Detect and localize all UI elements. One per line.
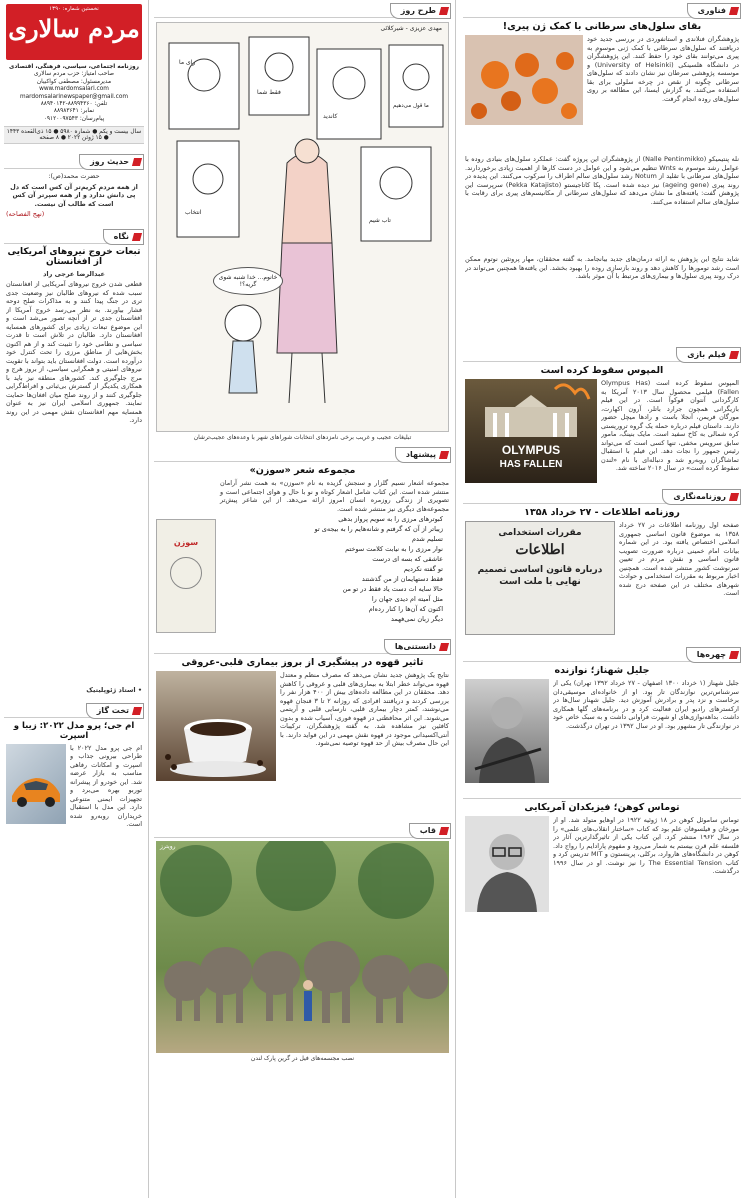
qab-tag: قاب (409, 823, 451, 839)
car-image (6, 744, 66, 824)
elephants-icon (156, 841, 449, 1053)
musician-portrait-icon (465, 679, 549, 783)
info-line: www.mardomsalari.com (39, 86, 109, 93)
cartoon-drawing (157, 23, 449, 429)
film-body: المپوس سقوط کرده است (Olympus Has Fallen) فیلمی محصول سال ۲۰۱۳ آمریکا به کارگردانی آنتوان فوکوآ است. در این فیلم بازیگرانی همچون جرارد باتلر، آرون اکهارت، مورگان فریمن، آنجلا باست و رادها میچل حضور دارند. داستان فیلم درباره حمله یک گروه تروریستی کره شمالی به کاخ سفید است. مایک بنینگ، مامور سابق سرویس مخفی، تنها کسی است که می‌تواند رئیس جمهور را نجات دهد. این فیلم با استقبال تماشاگران روبه‌رو شد و دنباله‌ای با نام «لندن سقوط کرده است» در سال ۲۰۱۶ ساخته شد. (601, 379, 739, 472)
negah-body: قطعی شدن خروج نیروهای آمریکایی از افغانستان سبب شده که نیروهای طالبان نیز وضعیت جدی تری در جنگ پیدا کنند و به مذاکرات صلح دوحه فشار بیاورند. به نظر می‌رسد خروج آمریکا از افغانستان جدی تر از آنچه تصور می‌شد است و این موضوع تبعات زیادی برای کشورهای همسایه افغانستان دارد. طالبان در تلاش است تا قدرت سیاسی و نظامی خود را تثبیت کند و از هم اکنون بخش‌هایی از مناطق مرزی را تحت کنترل خود درآورده است. دولت افغانستان باید بتواند با تقویت نیروهای امنیتی و همگرایی سیاسی، از بروز هرج و مرج جلوگیری کند. کشورهای منطقه نیز باید با همکاری یکدیگر از گسترش بی‌ثباتی و افراط‌گرایی جلوگیری کنند و از روند صلح میان افغان‌ها حمایت نمایند. جمهوری اسلامی ایران نیز به عنوان همسایه مهم افغانستان نقش مهمی در این روند دارد. (6, 280, 142, 425)
hadith-source: (نهج الفصاحه) (6, 210, 45, 219)
poster-title-2: HAS FALLEN (499, 459, 563, 470)
poem-line: حالا سایه ات دست یاد فقط در تو من (342, 585, 443, 593)
hadith-header (4, 154, 144, 169)
info-line: نمابر: ۸۸۹۸۳۶۴۱ (53, 108, 95, 115)
fanavari-tag: فناوری (687, 3, 741, 19)
poem-line: نوار مرزی را به نیابت کلامت سوختم (345, 545, 443, 553)
car-icon (6, 744, 66, 824)
masthead-title: مردم سالاری (8, 14, 140, 43)
pishnahad-body: مجموعه اشعار نسیم گلزار و سنجش گزیده به نام «سوزن» به همت نشر آرامان منتشر شده است. این کتاب شامل اشعار کوتاه و نو با حال و هوای اجتماعی است و تصویری از زندگی روزمره انسان امروز ارائه می‌دهد. از این شاعر پیش‌تر مجموعه‌های دیگری نیز منتشر شده است. (220, 479, 449, 513)
poem-line: تو گفته نکردیم (403, 565, 443, 573)
info-line: پیام‌رسان: ۰۹۱۲۰۰۹۷۵۴۳ (43, 115, 105, 122)
film-poster (465, 379, 597, 483)
info-line: تلفن: ۸۸۹۹۴۳۶۰-۸۸۹۴۰۱۴۲ (40, 101, 108, 108)
poem-line: عاشقی که بسه ای درست (372, 555, 443, 563)
qab-caption: نصب مجسمه‌های فیل در گرین پارک لندن (250, 1055, 355, 1062)
fanavari-body2: نله پنتیمیکو (Nalle Pentinmikko) از پژوهشگران این پروژه گفت: عملکرد سلول‌های بنیادی روده با عوامل رشد موسوم به Wnts تنظیم می‌شود و این عوامل در دست کارها از اهمیت زیادی برخوردارند. سلول‌های سرطانی با تقلید از Notum رشد سلول‌های سالم اطراف را سرکوب می‌کنند. این پدیده در روند پیری (ageing gene) نیز دیده شده است. پکا کاتاجیستو (Pekka Katajisto) سرپرست این پژوهش گفت: یافته‌های ما نشان می‌دهد که سلول‌های سرطانی از مکانیسم‌های پیری برای رقابت با سلول‌های سالم استفاده می‌کنند. (465, 155, 739, 206)
film-header (463, 347, 741, 362)
elephant-photo (156, 841, 449, 1053)
chehreha-p2-title: توماس کوهن؛ فیزیکدان آمریکایی (524, 802, 680, 813)
roozname-tag: روزنامه‌نگاری (662, 489, 741, 505)
book-emblem-icon (170, 557, 202, 589)
film-tag: فیلم بازی (676, 347, 741, 363)
masthead-info (6, 64, 142, 123)
danestaniha-body: نتایج یک پژوهش جدید نشان می‌دهد که مصرف منظم و معتدل قهوه می‌تواند خطر ابتلا به بیماری‌های قلبی و عروقی را کاهش دهد. محققان در این مطالعه داده‌های بیش از ۴۰۰ هزار نفر را بررسی کردند و دریافتند افرادی که روزانه ۲ تا ۳ فنجان قهوه می‌نوشند، کمتر دچار بیماری قلبی، نارسایی قلبی و آریتمی می‌شوند. این اثر محافظتی در قهوه فوری، آسیاب شده و بدون کافئین نیز مشاهده شد. به گفته پژوهشگران، ترکیبات آنتی‌اکسیدانی موجود در قهوه نقش مهمی در این فواید دارند. با این حال مصرف بیش از حد قهوه توصیه نمی‌شود. (280, 671, 449, 747)
fanavari-header (463, 3, 741, 18)
chehreha-p2-body: توماس ساموئل کوهن در ۱۸ ژوئیه ۱۹۲۲ در اوهایو متولد شد. او از مورخان و فیلسوفان علم بود که کتاب «ساختار انقلاب‌های علمی» را در سال ۱۹۶۲ منتشر کرد. این کتاب یکی از تاثیرگذارترین آثار در فلسفه علم قرن بیستم به شمار می‌رود و مفهوم پارادایم را رواج داد. کوهن در دانشگاه‌های هاروارد، برکلی، پرینستون و MIT تدریس کرد و کتاب The Essential Tension را نیز نوشت. او در سال ۱۹۹۶ درگذشت. (553, 816, 739, 875)
danestaniha-title: تاثیر قهوه در پیشگیری از بروز بیماری قلبی-عروقی (181, 657, 424, 668)
cartoon-artist: مهدی عزیزی - شیرکلائی (380, 25, 442, 32)
masthead (6, 4, 142, 60)
poem-line: دیگر زبان نمی‌فهمد (391, 615, 443, 623)
cancer-cells-icon (465, 35, 583, 125)
takhtegaz-body: ام جی پرو مدل ۲۰۲۲ با طراحی بیرونی جذاب و اسپرت و امکانات رفاهی مناسب به بازار عرضه شد. این خودرو از پیشرانه توربو بهره می‌برد و تجهیزات ایمنی متنوعی دارد. این مدل با استقبال خریداران روبه‌رو شده است. (70, 743, 142, 829)
kuhn-photo (465, 816, 549, 912)
hadith-text: از همه مردم کریم‌تر آن کس است که دل پی دانش ندارد و از همه سپرتر آن کس است که طالب آن نیست. (10, 182, 138, 208)
fanavari-body1: پژوهشگران فنلاندی و استانفوردی در بررسی جدید خود دریافتند که سلول‌های سرطانی با کمک ژنی موسوم به پیری می‌توانند بقای خود را حفظ کنند. این پژوهشگران در دانشگاه هلسینکی (University of Helsinki) و موسسه پژوهشی سرطان نیز نشان دادند که سلول‌های سرطانی چگونه از نقص در چرخه سلولی برای بقا استفاده می‌کنند. به گزارش ایسنا، این مطالعه بر روی سلول‌های روده انجام گرفت. (587, 35, 739, 103)
chehreha-p1-title: جلیل شهناز؛ نوازنده (554, 665, 650, 676)
paper-headline-2: اطلاعات (515, 542, 565, 558)
info-line: صاحب امتیاز: حزب مردم سالاری (33, 71, 115, 78)
negah-header (4, 229, 144, 244)
hadith-author: حضرت محمد(ص): (48, 172, 100, 181)
info-line: mardomsalarinewspaper@gmail.com (19, 93, 129, 100)
roozname-body: صفحه اول روزنامه اطلاعات در ۲۷ خرداد ۱۳۵۸ به موضوع قانون اساسی جمهوری اسلامی اختصاص یافته بود. در این شماره بیانات امام خمینی درباره ضرورت تصویب قانون اساسی و نقش مردم در تعیین سرنوشت کشور منتشر شده است. همچنین اخبار مربوط به مقررات استخدامی و حوادث شهرهای مختلف در این صفحه درج شده است. (619, 521, 739, 597)
chehreha-tag: چهره‌ها (686, 647, 741, 663)
shahnaz-photo (465, 679, 549, 783)
poster-text: تاب شیم (369, 217, 391, 224)
chehreha-header (463, 647, 741, 662)
date-line: سال بیست و یکم ● شماره ۵۹۸۰ ● ۱۵ ذی‌القعده ۱۴۴۳ ● ۱۵ ژوئن ۲۰۲۲ ● ۸ صفحه (4, 126, 144, 144)
old-newspaper-image (465, 521, 615, 635)
fanavari-title: بقای سلول‌های سرطانی با کمک ژن پیری! (502, 21, 702, 32)
right-column (459, 0, 745, 1198)
negah-title: تبعات خروج نیروهای آمریکایی از افغانستان (7, 246, 141, 267)
qab-header (154, 823, 451, 838)
roozname-header (463, 489, 741, 504)
negah-tag: نگاه (103, 229, 144, 245)
poster-text: رای ما (179, 59, 196, 66)
poster-title-1: OLYMPUS (501, 443, 561, 457)
coffee-cup-icon (156, 671, 276, 781)
pishnahad-tag: پیشنهاد (395, 447, 451, 463)
fanavari-body3: شاید نتایج این پژوهش به ارائه درمان‌های جدید بیانجامد. به گفته محققان، مهار پروتئین نوتوم ممکن است رشد تومورها را کاهش دهد و روند بازسازی روده را بهبود بخشد. این یافته‌ها همچنین می‌تواند در درک روند پیری سلول‌ها و بیماری‌های مرتبط با آن موثر باشد. (465, 255, 739, 280)
pishnahad-title: مجموعه شعر «سوزن» (249, 465, 356, 476)
danestaniha-tag: دانستنی‌ها (384, 639, 451, 655)
poem-line: فقط دستهایمان از من گذشتند (361, 575, 443, 583)
takhtegaz-tag: تخت گاز (86, 703, 144, 719)
paper-headline-3: درباره قانون اساسی تصمیم نهایی با ملت است (477, 565, 603, 587)
poem-line: اکنون که آن‌ها را کنار رده‌ام (368, 605, 443, 613)
masthead-subtitle: نخستین شماره: ۱۳۹۰ (49, 6, 99, 12)
roozname-title: روزنامه اطلاعات - ۲۷ خرداد ۱۳۵۸ (524, 507, 680, 518)
film-title: المپوس سقوط کرده است (540, 365, 664, 376)
takhtegaz-header (4, 703, 144, 718)
cartoon-caption: تبلیغات عجیب و غریب برخی نامزدهای انتخابات شوراهای شهر با وعده‌های عجیب‌ترشان (193, 434, 412, 441)
coffee-image (156, 671, 276, 781)
left-column (0, 0, 149, 1198)
photo-credit: رویترز (160, 843, 176, 850)
pishnahad-header (154, 447, 451, 462)
info-line: مدیرمسئول: مصطفی کواکبیان (36, 78, 112, 85)
book-title: سوزن (173, 538, 199, 547)
chehreha-p1-body: جلیل شهناز (۱ خرداد ۱۳۰۰ اصفهان - ۲۷ خرداد ۱۳۹۲ تهران) یکی از سرشناس‌ترین نوازندگان تار بود. او از خانواده‌ای موسیقی‌دان برخاست و نزد پدر و برادرش آموزش دید. جلیل شهناز سال‌ها در ارکسترهای رادیو ایران فعالیت کرد و در برنامه‌های گلها همکاری داشت. بداهه‌نوازی‌های او شهرت فراوانی داشت و به سبک خاص خود در نوازندگی تار مشهور بود. او در سال ۱۳۹۲ در تهران درگذشت. (553, 679, 739, 730)
danestaniha-header (154, 639, 451, 654)
negah-signoff: • استاد ژئوپلیتیک (86, 686, 142, 695)
poster-text: کاندید (323, 113, 338, 120)
paper-headline-1: مقررات استخدامی (498, 528, 582, 538)
poster-text: انتخاب (185, 209, 202, 216)
poem-line: کبوترهای مرزی را به سویم پرواز بدهی (338, 515, 443, 523)
cells-image (465, 35, 583, 125)
poem-line: تسلیم شدم (412, 535, 443, 543)
cartoon-header (154, 3, 451, 18)
negah-author: عبدالرضا عرجی راد (43, 269, 105, 278)
hadith-tag: حدیث روز (79, 154, 144, 170)
cartoon-tag: طرح روز (390, 3, 451, 19)
poem-line: زیباتر از آن که گرفتم و شانه‌هایم را به بیجه‌ی تو (314, 525, 443, 533)
scientist-portrait-icon (465, 816, 549, 912)
cartoon-speech: خانوم... خدا شنبه شوی گریه؟! (213, 267, 283, 295)
takhtegaz-title: ام جی؛ پرو مدل ۲۰۲۲: زیبا و اسپرت (13, 720, 135, 741)
book-cover (156, 519, 216, 633)
poster-text: ما قول می‌دهیم (393, 103, 429, 109)
poster-text: فقط شما (257, 89, 281, 96)
middle-column (150, 0, 456, 1198)
cartoon-image (156, 22, 449, 432)
poem-line: مثل آمیته ام دیدی جهان را (371, 595, 443, 603)
info-line: روزنامه اجتماعی، سیاسی، فرهنگی، اقتصادی (9, 64, 139, 70)
